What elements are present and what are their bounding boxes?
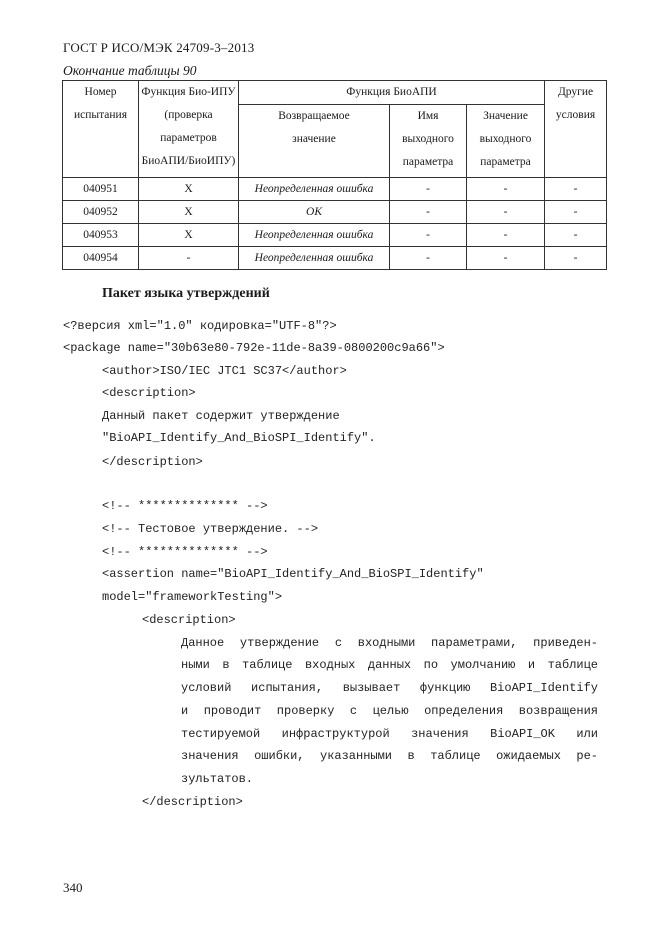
code-line-assertion-description: ными в таблице входных данных по умолчанию и таблице — [181, 658, 598, 672]
cell-other-conditions: - — [545, 224, 607, 247]
cell-test-number: 040953 — [63, 224, 139, 247]
cell-bio-function: Х — [139, 178, 239, 201]
table-row — [63, 224, 607, 247]
code-line-assertion-description: и проводит проверку с целью определения возвращения — [181, 704, 598, 718]
table-caption: Окончание таблицы 90 — [63, 63, 197, 78]
cell-output-name: - — [390, 178, 467, 201]
cell-output-name: - — [390, 247, 467, 270]
code-line-comment-stars: <!-- ************** --> — [102, 545, 268, 559]
cell-return-value: ОК — [239, 201, 390, 224]
table-row — [63, 201, 607, 224]
code-line-inner-description-close: </description> — [142, 795, 243, 809]
header-return-value: Возвращаемое значение — [239, 105, 390, 178]
cell-return-value: Неопределенная ошибка — [239, 178, 390, 201]
header-test-number: Номер испытания — [63, 81, 139, 178]
cell-test-number: 040952 — [63, 201, 139, 224]
code-line-comment-title: <!-- Тестовое утверждение. --> — [102, 522, 319, 536]
header-other-conditions: Другие условия — [545, 81, 607, 178]
code-line-description-open: <description> — [102, 386, 196, 400]
header-output-name: Имя выходного параметра — [390, 105, 467, 178]
code-line-description-close: </description> — [102, 455, 203, 469]
code-line-assertion-open: <assertion name="BioAPI_Identify_And_BioSPI_Identify" — [102, 567, 484, 581]
cell-return-value: Неопределенная ошибка — [239, 224, 390, 247]
cell-output-value: - — [467, 247, 545, 270]
table-row — [63, 247, 607, 270]
code-line-comment-stars: <!-- ************** --> — [102, 499, 268, 513]
code-line-assertion-description: значения ошибки, указанными в таблице ожидаемых ре- — [181, 749, 598, 763]
cell-output-name: - — [390, 201, 467, 224]
code-line-description-text: Данный пакет содержит утверждение — [102, 409, 340, 423]
code-line-assertion-description: зультатов. — [181, 772, 254, 786]
code-line-description-name: "BioAPI_Identify_And_BioSPI_Identify". — [102, 431, 376, 445]
cell-test-number: 040951 — [63, 178, 139, 201]
cell-other-conditions: - — [545, 247, 607, 270]
code-line-package-open: <package name="30b63e80-792e-11de-8a39-0800200c9a66"> — [63, 341, 445, 355]
code-line-xml-declaration: <?версия xml="1.0" кодировка="UTF-8"?> — [63, 319, 337, 333]
cell-output-value: - — [467, 201, 545, 224]
code-line-assertion-description: тестируемой инфраструктурой значения BioAPI_OK или — [181, 727, 598, 741]
cell-output-name: - — [390, 224, 467, 247]
cell-bio-function: Х — [139, 201, 239, 224]
document-header: ГОСТ Р ИСО/МЭК 24709-3–2013 — [63, 40, 255, 55]
section-heading: Пакет языка утверждений — [102, 286, 270, 301]
header-output-value: Значение выходного параметра — [467, 105, 545, 178]
code-line-assertion-model: model="frameworkTesting"> — [102, 590, 283, 604]
cell-test-number: 040954 — [63, 247, 139, 270]
cell-other-conditions: - — [545, 201, 607, 224]
code-line-inner-description-open: <description> — [142, 613, 236, 627]
cell-output-value: - — [467, 178, 545, 201]
code-line-assertion-description: условий испытания, вызывает функцию BioAPI_Identify — [181, 681, 598, 695]
page-number: 340 — [63, 880, 83, 895]
code-line-assertion-description: Данное утверждение с входными параметрами, приведен- — [181, 636, 598, 650]
code-line-author: <author>ISO/IEC JTC1 SC37</author> — [102, 364, 347, 378]
cell-output-value: - — [467, 224, 545, 247]
results-table — [62, 80, 607, 270]
cell-bio-function: Х — [139, 224, 239, 247]
cell-other-conditions: - — [545, 178, 607, 201]
header-bio-function: Функция Био-ИПУ (проверка параметров БиоАПИ/БиоИПУ) — [139, 81, 239, 178]
cell-bio-function: - — [139, 247, 239, 270]
table-row — [63, 178, 607, 201]
cell-return-value: Неопределенная ошибка — [239, 247, 390, 270]
header-bioapi-function: Функция БиоАПИ — [239, 81, 545, 105]
